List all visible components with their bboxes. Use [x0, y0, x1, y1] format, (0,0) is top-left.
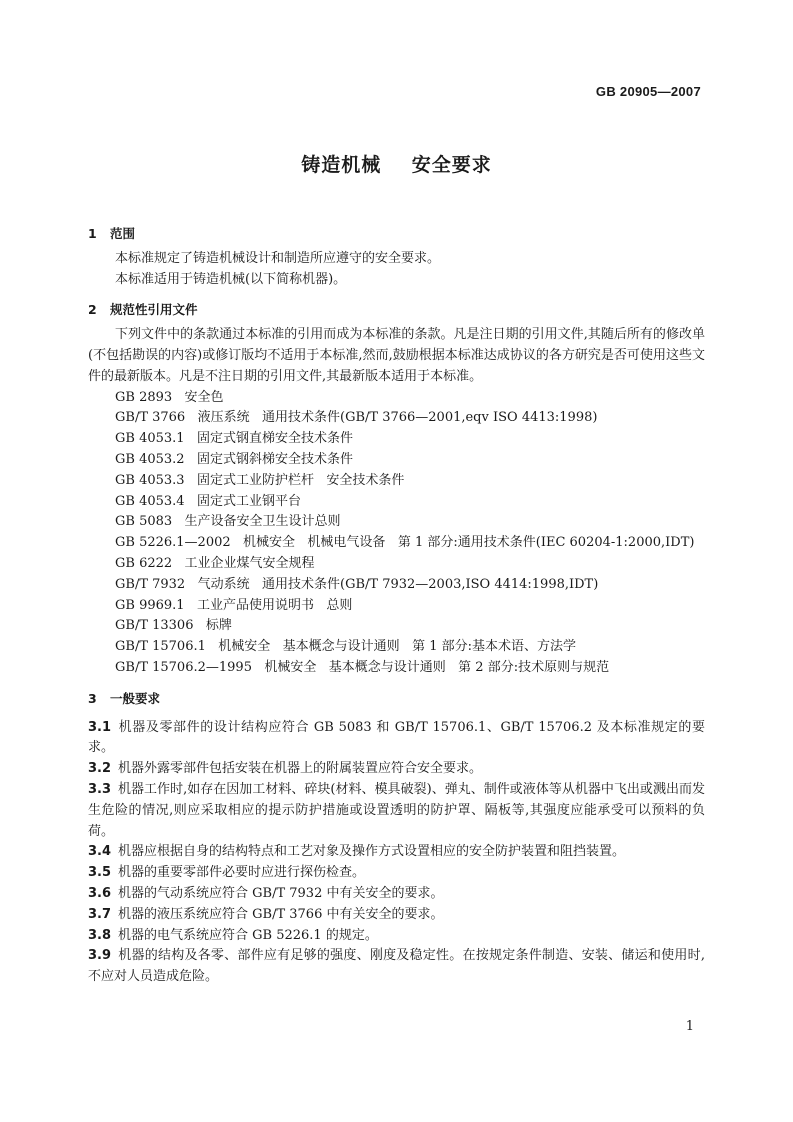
section-number: 2: [88, 302, 97, 318]
reference-item: GB 2893 安全色: [115, 389, 224, 405]
reference-item: GB/T 7932 气动系统 通用技术条件(GB/T 7932—2003,ISO 4414:1998,IDT): [115, 576, 599, 592]
clause-number: 3.6: [88, 885, 112, 901]
reference-item: GB 6222 工业企业煤气安全规程: [115, 555, 315, 571]
section-number: 1: [88, 226, 97, 241]
clause-text: 机器的电气系统应符合 GB 5226.1 的规定。: [118, 927, 378, 943]
section-number: 3: [88, 690, 97, 706]
clause: [88, 718, 705, 760]
standard-number: GB 20905—2007: [595, 84, 701, 99]
reference-item: GB 4053.1 固定式钢直梯安全技术条件: [115, 431, 353, 447]
clause-number: 3.1: [88, 719, 112, 735]
clause-number: 3.8: [88, 927, 112, 943]
clause: [88, 905, 705, 926]
reference-item: GB/T 13306 标牌: [115, 618, 232, 634]
clause-number: 3.3: [88, 781, 112, 797]
clause: [88, 780, 705, 842]
clause-number: 3.4: [88, 844, 112, 860]
section-title: 规范性引用文件: [110, 302, 198, 318]
clause-text: 机器的重要零部件必要时应进行探伤检查。: [118, 865, 366, 881]
section-heading-general-requirements: [88, 689, 705, 710]
page-number: 1: [685, 1019, 694, 1034]
clause-number: 3.9: [88, 948, 112, 964]
clause: [88, 884, 705, 905]
clause: [88, 926, 705, 947]
clause-text: 机器及零部件的设计结构应符合 GB 5083 和 GB/T 15706.1、GB/T 15706.2 及本标准规定的要求。: [88, 719, 705, 756]
clause: [88, 863, 705, 884]
reference-item: GB 4053.3 固定式工业防护栏杆 安全技术条件: [115, 472, 405, 488]
clause: [88, 946, 705, 988]
paragraph: 本标准规定了铸造机械设计和制造所应遵守的安全要求。: [115, 250, 441, 266]
reference-item: GB/T 15706.1 机械安全 基本概念与设计通则 第 1 部分:基本术语、方法学: [115, 639, 576, 655]
section-heading-normative-references: [88, 300, 705, 321]
clause: [88, 842, 705, 863]
clause-number: 3.7: [88, 906, 112, 922]
reference-item: GB 4053.4 固定式工业钢平台: [115, 493, 301, 509]
section-title: 一般要求: [110, 690, 161, 706]
reference-item: GB/T 15706.2—1995 机械安全 基本概念与设计通则 第 2 部分:技术原则与规范: [115, 659, 610, 675]
section-title: 范围: [110, 226, 136, 241]
reference-item: GB 9969.1 工业产品使用说明书 总则: [115, 597, 353, 613]
clause-text: 机器的结构及各零、部件应有足够的强度、刚度及稳定性。在按规定条件制造、安装、储运和使用时,不应对人员造成危险。: [88, 948, 705, 985]
document-body: [88, 218, 705, 988]
clause: [88, 759, 705, 780]
reference-item: GB 4053.2 固定式钢斜梯安全技术条件: [115, 451, 353, 467]
section-heading-scope: [88, 224, 705, 245]
clause-text: 机器工作时,如存在因加工材料、碎块(材料、模具破裂)、弹丸、制件或液体等从机器中飞出或溅出而发生危险的情况,则应采取相应的提示防护措施或设置透明的防护罩、隔板等,其强度应能承受可以预料的负荷。: [88, 781, 705, 839]
clause-text: 机器的气动系统应符合 GB/T 7932 中有关安全的要求。: [118, 885, 444, 901]
paragraph: 本标准适用于铸造机械(以下简称机器)。: [115, 271, 347, 287]
clause-text: 机器的液压系统应符合 GB/T 3766 中有关安全的要求。: [118, 906, 444, 922]
clause-text: 机器应根据自身的结构特点和工艺对象及操作方式设置相应的安全防护装置和阻挡装置。: [118, 844, 626, 860]
paragraph: 下列文件中的条款通过本标准的引用而成为本标准的条款。凡是注日期的引用文件,其随后所有的修改单(不包括勘误的内容)或修订版均不适用于本标准,然而,鼓励根据本标准达成协议的各方研究是否可使用这些文件的最新版本。凡是不注日期的引用文件,其最新版本适用于本标准。: [88, 327, 705, 384]
document-title: 铸造机械 安全要求: [301, 154, 492, 176]
clause-number: 3.5: [88, 865, 112, 881]
reference-item: GB 5083 生产设备安全卫生设计总则: [115, 514, 341, 530]
clause-number: 3.2: [88, 761, 112, 777]
clause-text: 机器外露零部件包括安装在机器上的附属装置应符合安全要求。: [118, 761, 483, 777]
reference-item: GB 5226.1—2002 机械安全 机械电气设备 第 1 部分:通用技术条件(IEC 60204-1:2000,IDT): [115, 535, 695, 551]
reference-item: GB/T 3766 液压系统 通用技术条件(GB/T 3766—2001,eqv ISO 4413:1998): [115, 410, 598, 426]
